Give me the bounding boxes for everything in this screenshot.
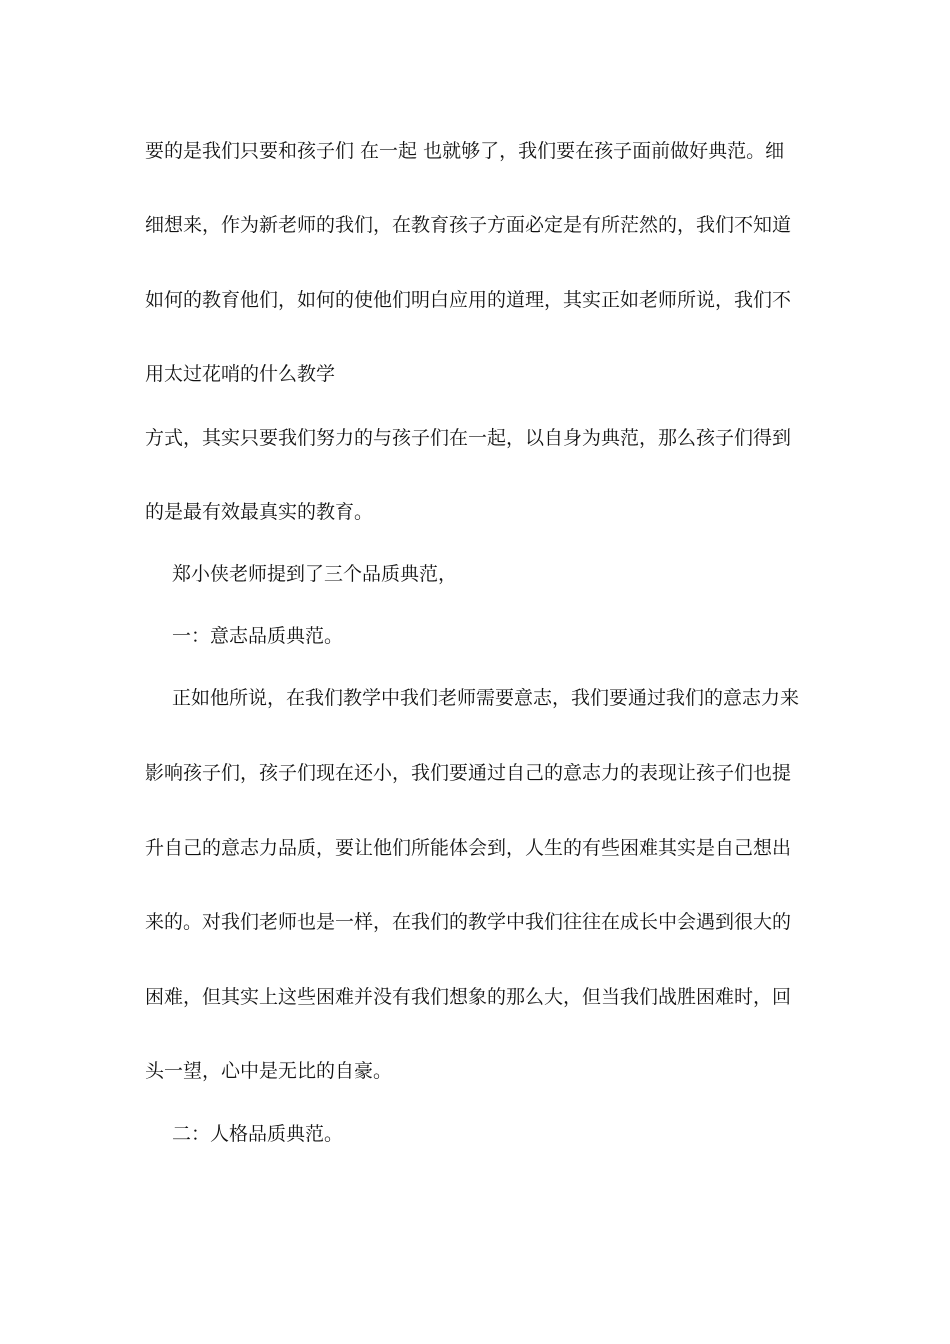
paragraph-line: 头一望，心中是无比的自豪。	[145, 1060, 393, 1082]
section-intro: 郑小侠老师提到了三个品质典范，	[172, 563, 458, 585]
paragraph-line: 细想来，作为新老师的我们，在教育孩子方面必定是有所茫然的，我们不知道	[145, 214, 792, 236]
paragraph-line: 如何的教育他们，如何的使他们明白应用的道理，其实正如老师所说，我们不	[145, 289, 792, 311]
section-heading-2: 二：人格品质典范。	[172, 1123, 344, 1145]
paragraph-line: 困难，但其实上这些困难并没有我们想象的那么大，但当我们战胜困难时，回	[145, 986, 792, 1008]
paragraph-line: 方式，其实只要我们努力的与孩子们在一起，以自身为典范，那么孩子们得到	[145, 427, 792, 449]
paragraph-line: 来的。对我们老师也是一样，在我们的教学中我们往往在成长中会遇到很大的	[145, 911, 792, 933]
paragraph-line: 升自己的意志力品质，要让他们所能体会到，人生的有些困难其实是自己想出	[145, 837, 792, 859]
paragraph-line: 用太过花哨的什么教学	[145, 363, 336, 385]
paragraph-line: 的是最有效最真实的教育。	[145, 501, 374, 523]
paragraph-line: 影响孩子们，孩子们现在还小，我们要通过自己的意志力的表现让孩子们也提	[145, 762, 792, 784]
paragraph-line: 要的是我们只要和孩子们 在一起 也就够了，我们要在孩子面前做好典范。细	[145, 140, 785, 162]
paragraph-line: 正如他所说，在我们教学中我们老师需要意志，我们要通过我们的意志力来	[172, 687, 800, 709]
section-heading-1: 一：意志品质典范。	[172, 625, 344, 647]
